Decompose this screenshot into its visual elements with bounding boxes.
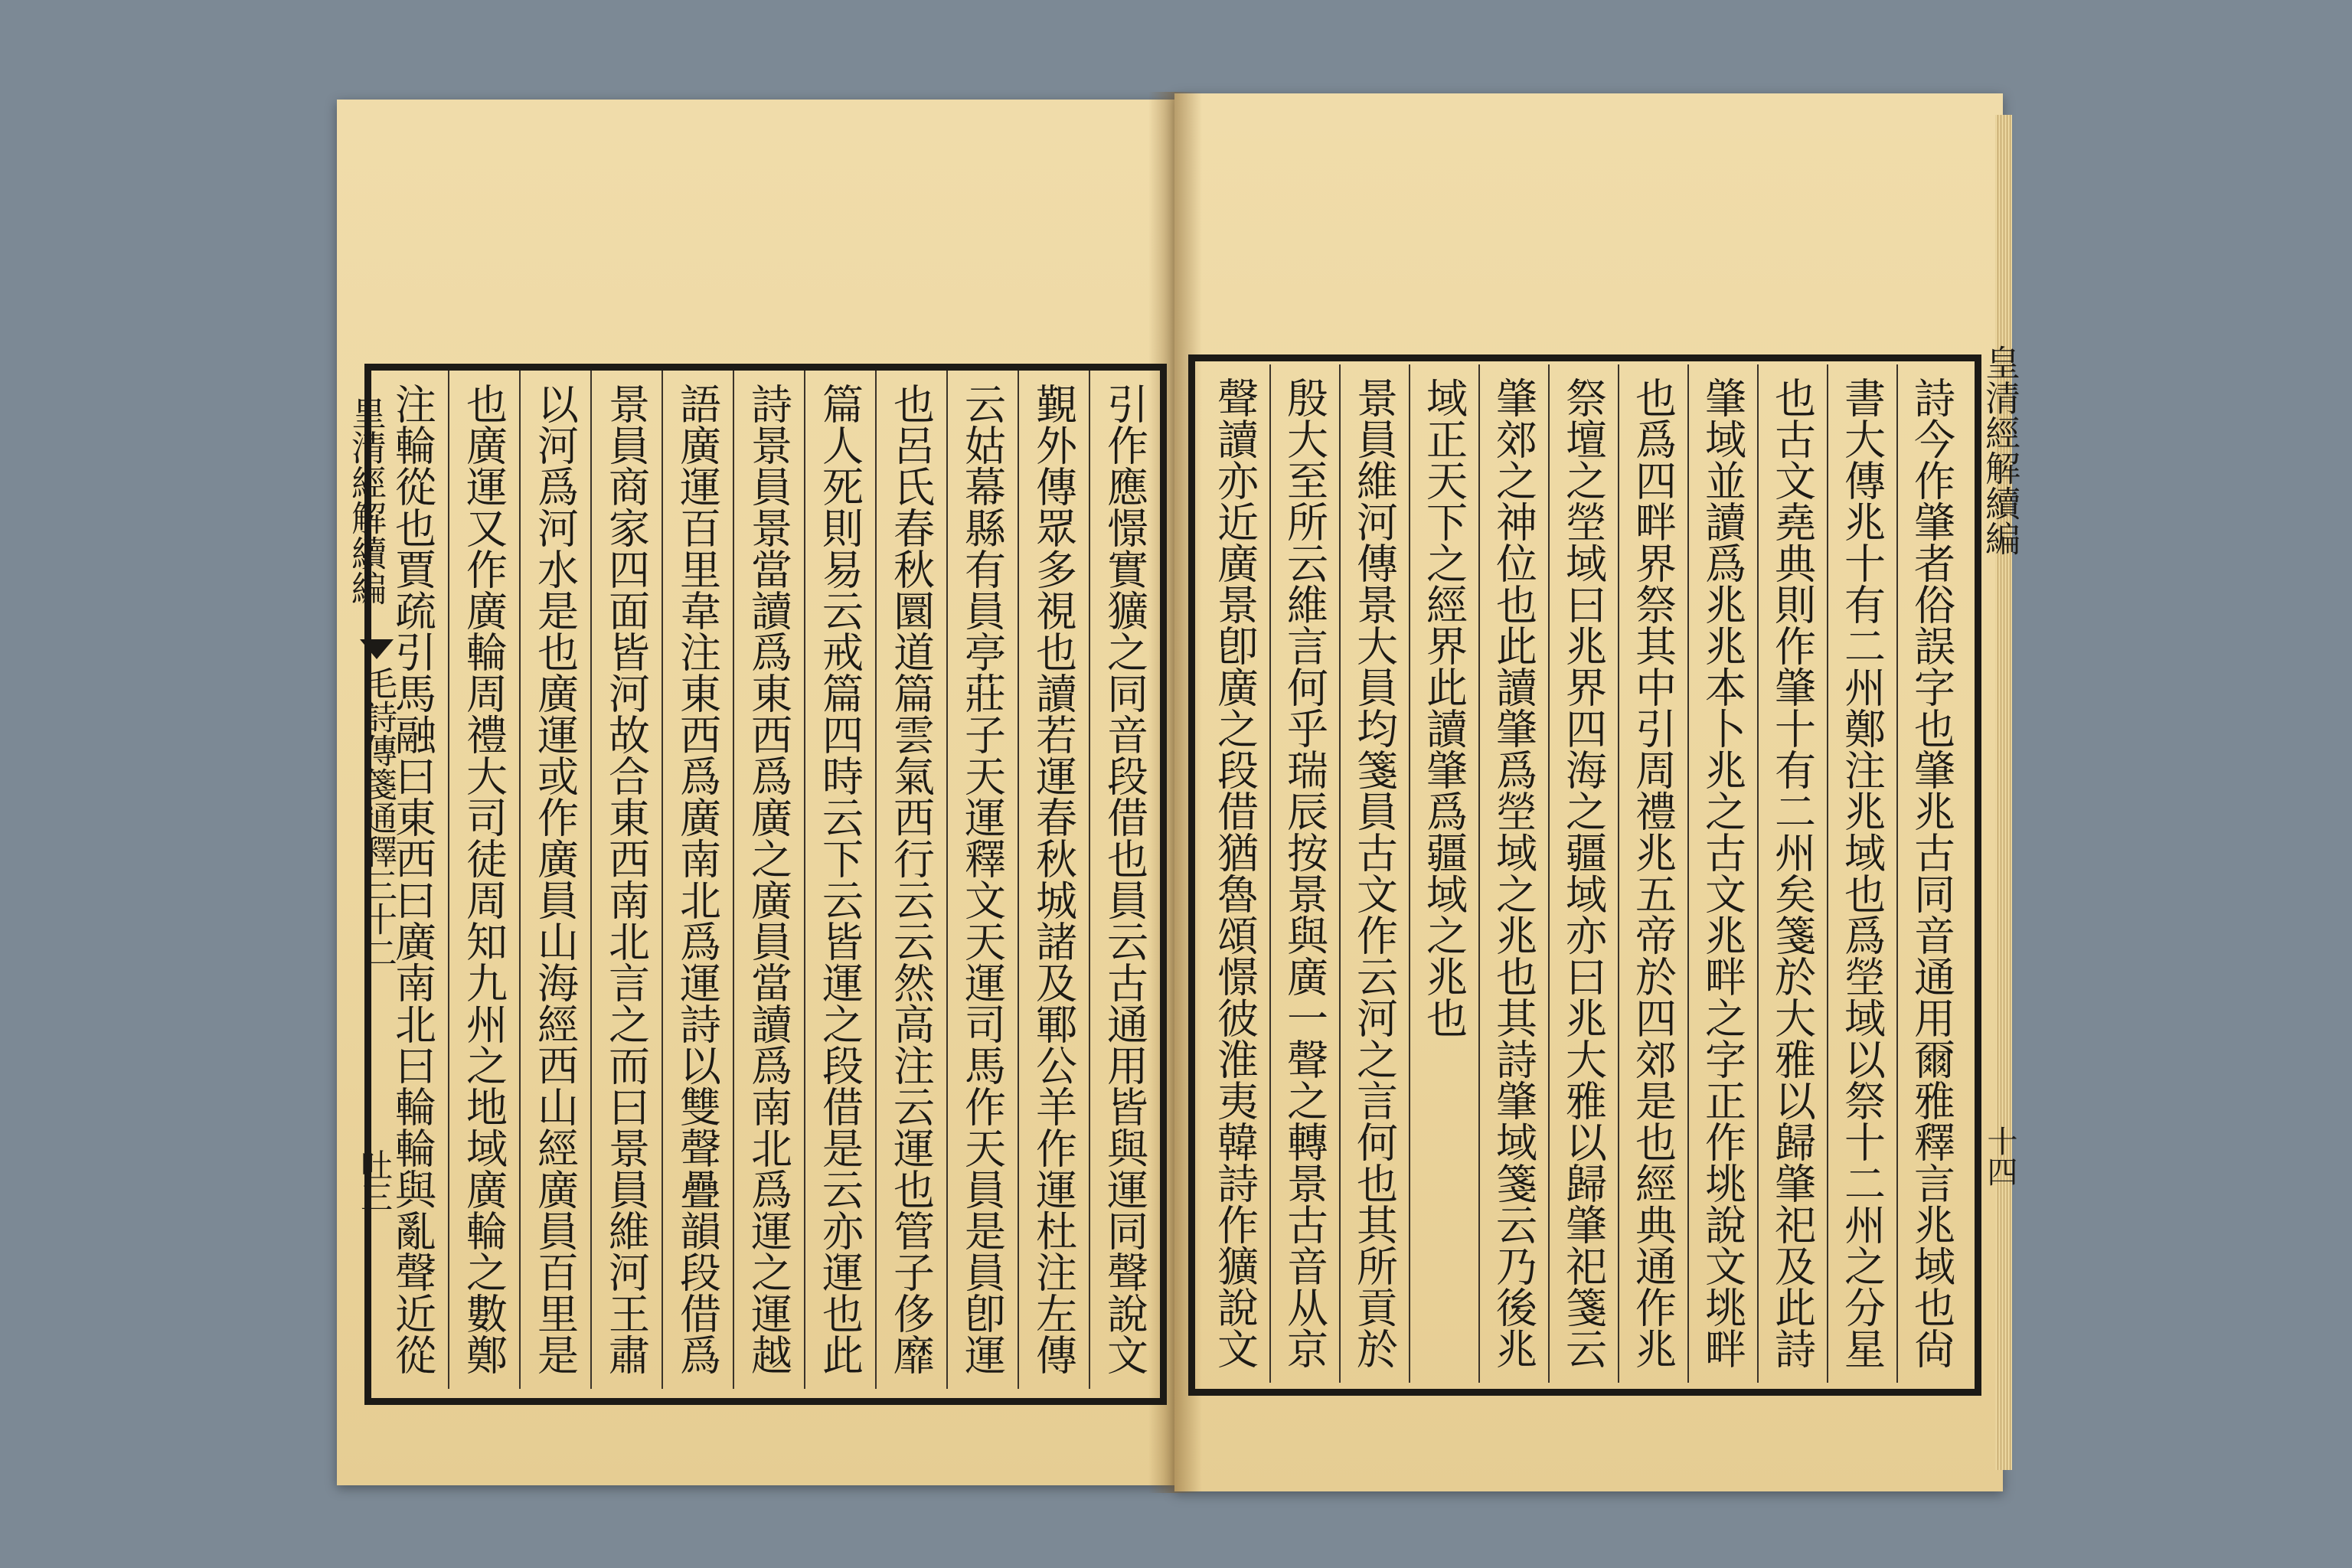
text-column: 詩今作肇者俗誤字也肇兆古同音通用爾雅釋言兆域也尙 xyxy=(1907,377,1956,1369)
column-rule xyxy=(1409,364,1410,1383)
column-rule xyxy=(1089,371,1090,1389)
column-rule xyxy=(1896,364,1898,1383)
text-column: 域正天下之經界此讀肇爲疆域之兆也 xyxy=(1419,377,1468,1038)
column-rule xyxy=(946,371,948,1389)
column-rule xyxy=(1687,364,1689,1383)
text-column: 篇人死則易云戒篇四時云下云皆運之段借是云亦運也此 xyxy=(815,383,864,1375)
column-rule xyxy=(1548,364,1550,1383)
text-column: 語廣運百里韋注東西爲廣南北爲運詩以雙聲疊韻段借爲 xyxy=(673,383,722,1375)
text-column: 殷大至所云維言何乎瑞辰按景與廣一聲之轉景古音从京 xyxy=(1280,377,1329,1369)
column-rule xyxy=(662,371,663,1389)
text-column: 祭壇之塋域曰兆界四海之疆域亦曰兆大雅以歸肇祀箋云 xyxy=(1559,377,1608,1369)
left-margin-title: 皇清經解續編 xyxy=(346,394,387,606)
column-rule xyxy=(1618,364,1619,1383)
text-column: 肇郊之神位也此讀肇爲塋域之兆也其詩肇域箋云乃後兆 xyxy=(1489,377,1538,1369)
right-folio: 十四 xyxy=(1982,1125,2017,1187)
column-rule xyxy=(733,371,734,1389)
text-column: 詩景員景當讀爲東西爲廣之廣員當讀爲南北爲運之運越 xyxy=(744,383,793,1375)
column-rule xyxy=(875,371,877,1389)
text-column: 覲外傳眾多視也讀若運春秋城諸及鄆公羊作運杜注左傳 xyxy=(1029,383,1078,1375)
column-rule xyxy=(804,371,805,1389)
column-rule xyxy=(1827,364,1828,1383)
column-rule xyxy=(1269,364,1271,1383)
text-column: 引作應憬實獷之同音段借也員云古通用皆與運同聲說文 xyxy=(1100,383,1149,1375)
right-margin-title: 皇清經解續編 xyxy=(1980,345,2021,556)
column-rule xyxy=(1478,364,1480,1383)
column-rule xyxy=(519,371,521,1389)
text-column: 也呂氏春秋圜道篇雲氣西行云云然高注云運也管子侈靡 xyxy=(887,383,936,1375)
text-column: 以河爲河水是也廣運或作廣員山海經西山經廣員百里是 xyxy=(531,383,580,1375)
column-rule xyxy=(448,371,449,1389)
text-column: 景員維河傳景大員均箋員古文作云河之言何也其所貢於 xyxy=(1350,377,1399,1369)
text-column: 云姑幕縣有員亭莊子天運釋文天運司馬作天員是員卽運 xyxy=(958,383,1007,1375)
column-rule xyxy=(590,371,592,1389)
column-rule xyxy=(1339,364,1341,1383)
text-column: 聲讀亦近廣景卽廣之段借猶魯頌憬彼淮夷韓詩作獷說文 xyxy=(1210,377,1259,1369)
text-column: 書大傳兆十有二州鄭注兆域也爲塋域以祭十二州之分星 xyxy=(1838,377,1886,1369)
text-column: 也廣運又作廣輪周禮大司徒周知九州之地域廣輪之數鄭 xyxy=(459,383,508,1375)
column-rule xyxy=(1018,371,1019,1389)
column-rule xyxy=(1757,364,1759,1383)
text-column: 注輪從也賈疏引馬融曰東西曰廣南北曰輪輪與亂聲近從 xyxy=(388,383,437,1375)
left-folio: 吐三 xyxy=(356,1148,394,1213)
page-edges xyxy=(1995,115,2012,1470)
text-column: 也爲四畔界祭其中引周禮兆五帝於四郊是也經典通作兆 xyxy=(1628,377,1677,1369)
text-column: 肇域並讀爲兆兆本卜兆之古文兆畔之字正作垗說文垗畔 xyxy=(1698,377,1747,1369)
left-margin-subtitle: 毛詩傳箋通釋三十二 xyxy=(358,666,397,969)
text-column: 也古文堯典則作肇十有二州矣箋於大雅以歸肇祀及此詩 xyxy=(1768,377,1817,1369)
text-column: 景員商家四面皆河故合東西南北言之而曰景員維河王肅 xyxy=(602,383,651,1375)
